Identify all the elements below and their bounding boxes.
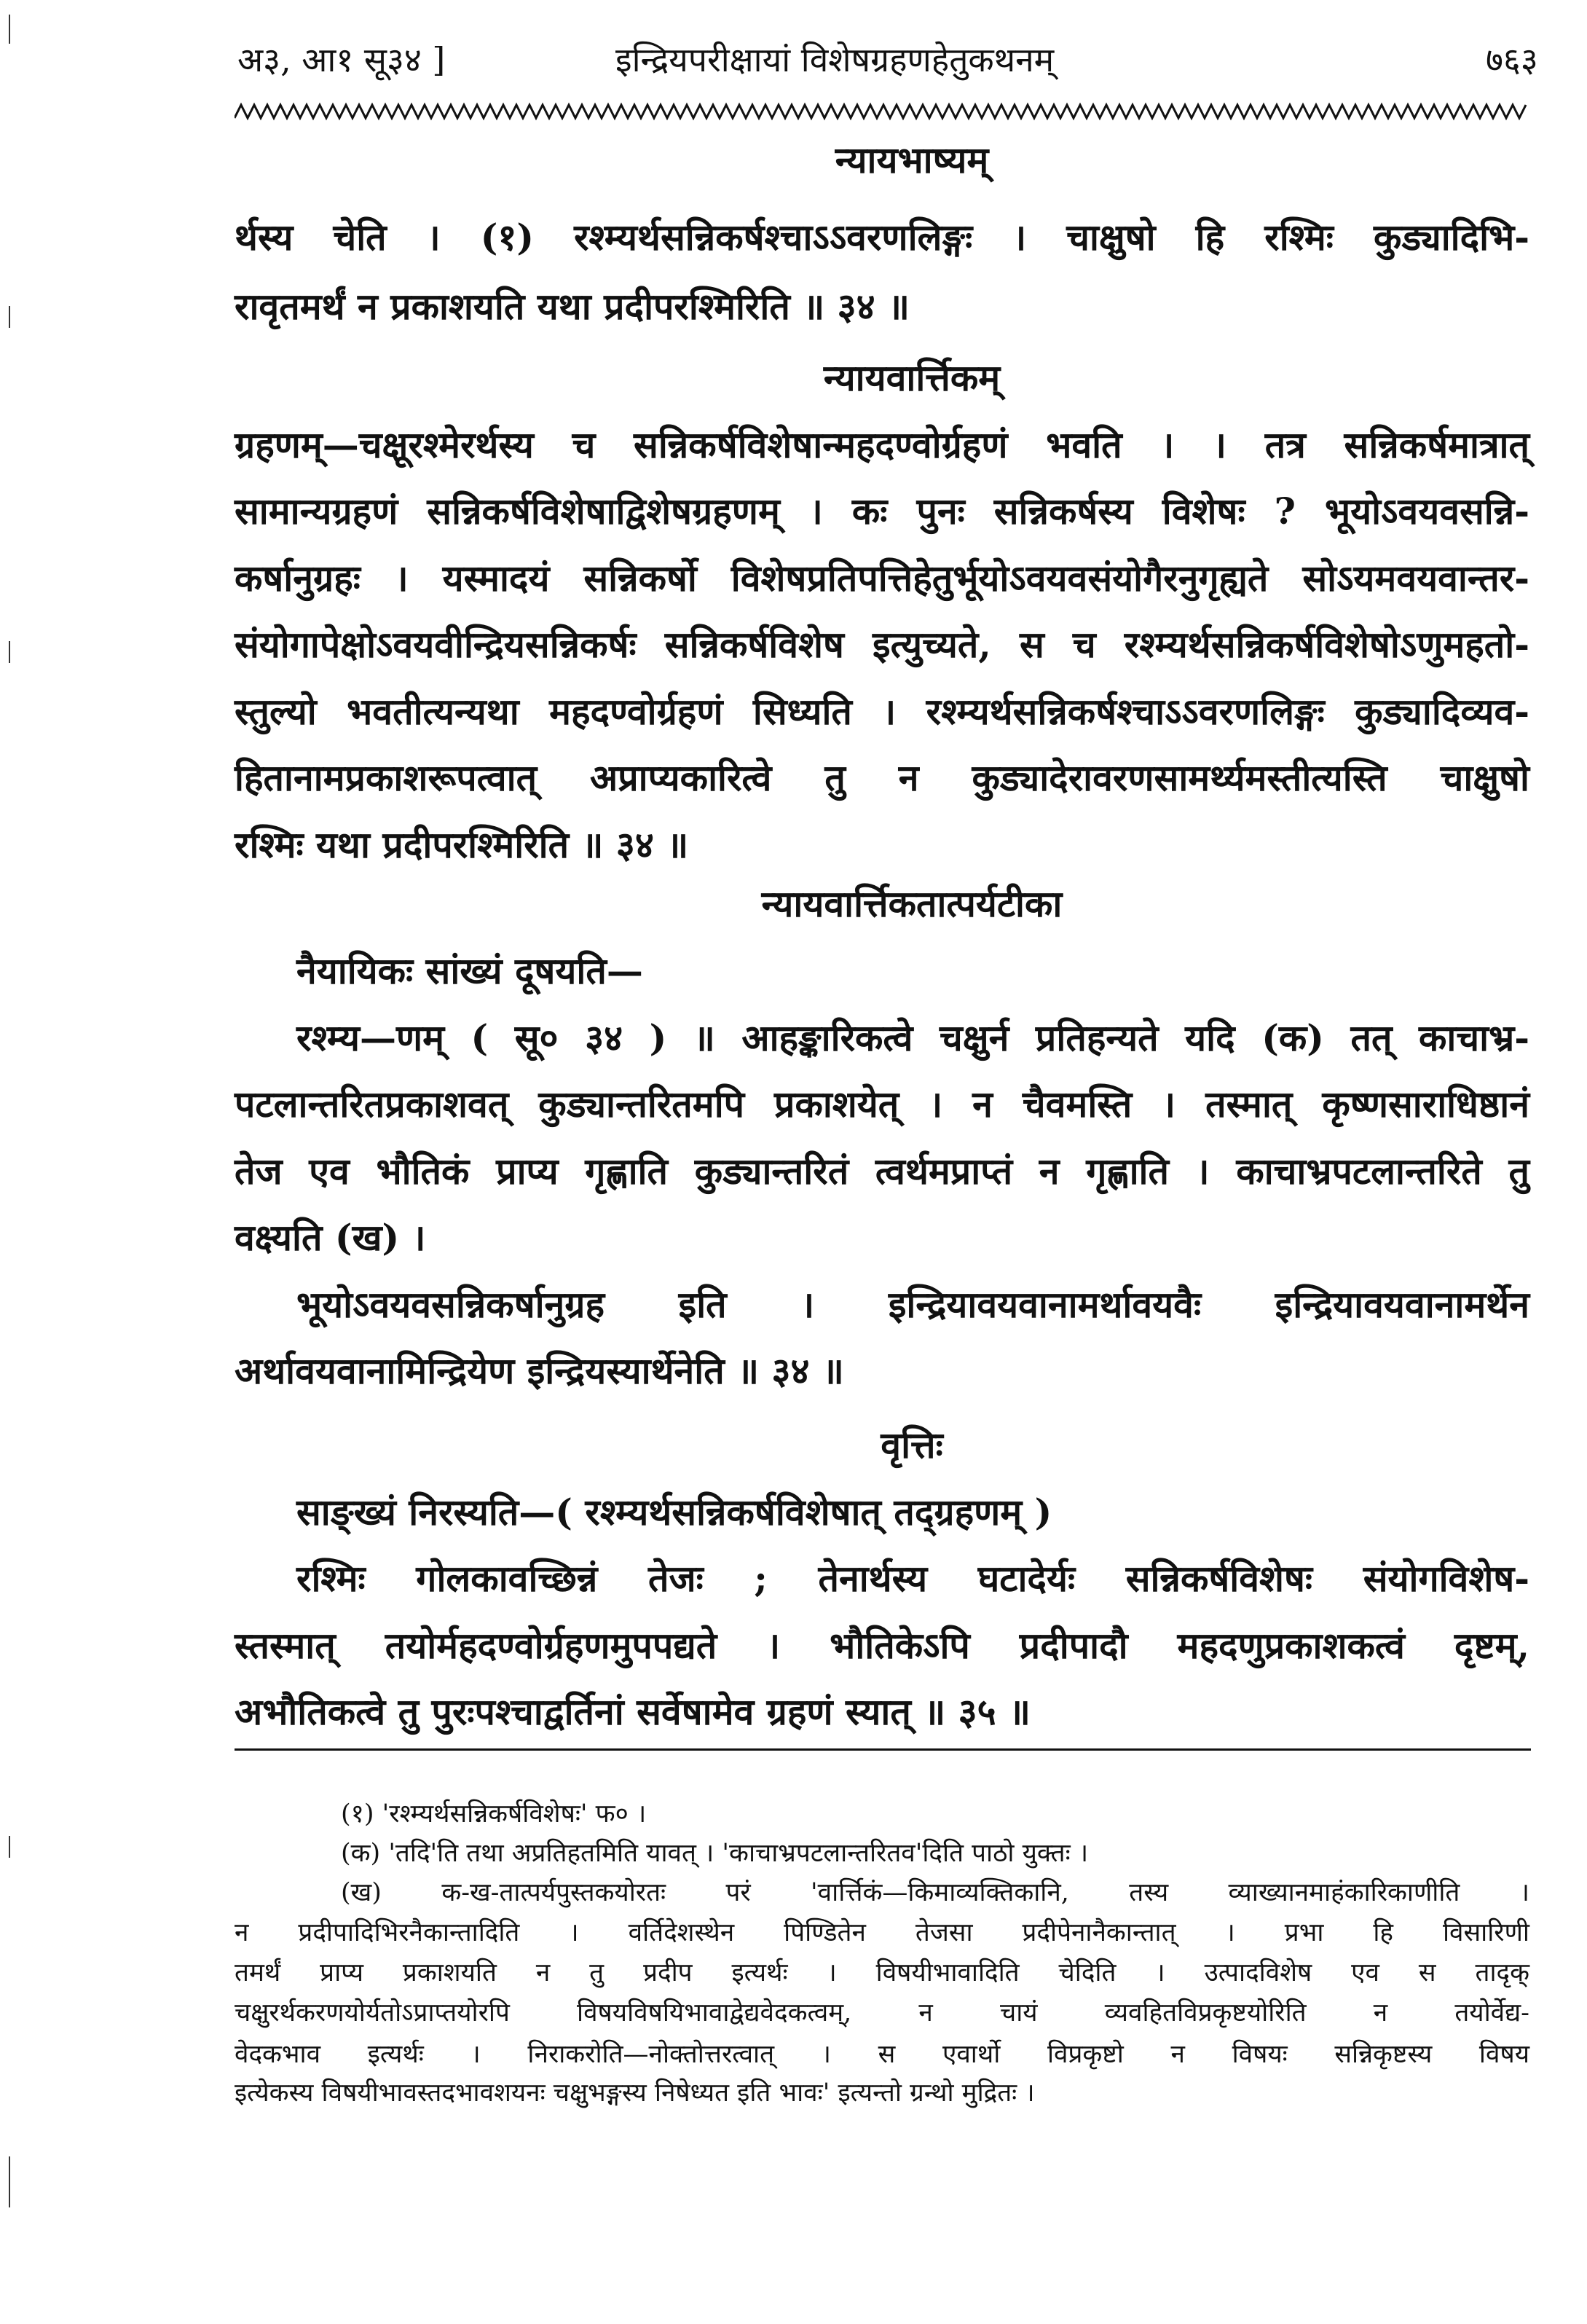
scan-artifact	[9, 15, 10, 44]
text-line: ग्रहणम्—चक्षूरश्मेरर्थस्य च सन्निकर्षविशेषान्महदण्वोर्ग्रहणं भवति । । तत्र सन्निकर्षमात्रात्	[235, 423, 1529, 466]
text-line: अर्थावयवानामिन्द्रियेण इन्द्रियस्यार्थेनेति ॥ ३४ ॥	[235, 1349, 844, 1392]
text-line: स्तुल्यो भवतीत्यन्यथा महदण्वोर्ग्रहणं सिध्यति । रश्म्यर्थसन्निकर्षश्चाऽऽवरणलिङ्गः कुड्यादिव्यव-	[235, 690, 1529, 733]
text-line: हितानामप्रकाशरूपत्वात् अप्राप्यकारित्वे तु न कुड्यादेरावरणसामर्थ्यमस्तीत्यस्ति चाक्षुषो	[235, 756, 1529, 799]
scan-artifact	[9, 2156, 10, 2207]
wavy-divider	[235, 102, 1531, 121]
section-heading: न्यायवार्त्तिकम्	[823, 356, 1001, 399]
footnote-rule	[235, 1748, 1531, 1751]
running-header-title: इन्द्रियपरीक्षायां विशेषग्रहणहेतुकथनम्	[615, 40, 1055, 79]
text-line: रश्मिः यथा प्रदीपरश्मिरिति ॥ ३४ ॥	[235, 823, 689, 866]
footnote-line: वेदकभाव इत्यर्थः । निराकरोति—नोक्तोत्तरत्वात् । स एवार्थो विप्रकृष्टो न विषयः सन्निकृष्टस्य विषय	[235, 2040, 1529, 2069]
text-line: भूयोऽवयवसन्निकर्षानुग्रह इति । इन्द्रियावयवानामर्थावयवैः इन्द्रियावयवानामर्थेन	[296, 1283, 1529, 1326]
text-line: सामान्यग्रहणं सन्निकर्षविशेषाद्विशेषग्रहणम् । कः पुनः सन्निकर्षस्य विशेषः ? भूयोऽवयवसन्नि-	[235, 490, 1529, 533]
footnote-line: चक्षुरर्थकरणयोर्यतोऽप्राप्तयोरपि विषयविषयिभावाद्वेद्यवेदकत्वम्, न चायं व्यवहितविप्रकृष्टयोरिति न तयोर्वेद्य-	[235, 1998, 1529, 2027]
footnote-line: (क) 'तदि'ति तथा अप्रतिहतमिति यावत् । 'काचाभ्रपटलान्तरितव'दिति पाठो युक्तः ।	[341, 1839, 1089, 1868]
scan-artifact	[9, 306, 10, 328]
text-line: पटलान्तरितप्रकाशवत् कुड्यान्तरितमपि प्रकाशयेत् । न चैवमस्ति । तस्मात् कृष्णसाराधिष्ठानं	[235, 1083, 1529, 1126]
footnote-line: तमर्थं प्राप्य प्रकाशयति न तु प्रदीप इत्यर्थः । विषयीभावादिति चेदिति । उत्पादविशेष एव स तादृक्	[235, 1958, 1529, 1987]
section-heading: न्यायभाष्यम्	[835, 138, 989, 181]
scan-artifact	[9, 641, 10, 663]
section-heading: न्यायवार्त्तिकतात्पर्यटीका	[761, 882, 1063, 925]
text-line: नैयायिकः सांख्यं दूषयति—	[296, 949, 643, 992]
footnote-line: (१) 'रश्म्यर्थसन्निकर्षविशेषः' फ० ।	[341, 1799, 647, 1829]
text-line: साङ्ख्यं निरस्यति—( रश्म्यर्थसन्निकर्षविशेषात् तद्ग्रहणम् )	[296, 1491, 1052, 1534]
text-line: वक्ष्यति (ख) ।	[235, 1216, 426, 1259]
text-line: संयोगापेक्षोऽवयवीन्द्रियसन्निकर्षः सन्निकर्षविशेष इत्युच्यते, स च रश्म्यर्थसन्निकर्षविशेषोऽणुमहतो-	[235, 623, 1529, 666]
scan-artifact	[9, 1836, 10, 1858]
text-line: स्तस्मात् तयोर्महदण्वोर्ग्रहणमुपपद्यते । भौतिकेऽपि प्रदीपादौ महदणुप्रकाशकत्वं दृष्टम्,	[235, 1624, 1529, 1667]
footnote-line: इत्येकस्य विषयीभावस्तदभावशयनः चक्षुभङ्गस्य निषेध्यत इति भावः' इत्यन्तो ग्रन्थो मुद्रितः ।	[235, 2078, 1035, 2108]
text-line: अभौतिकत्वे तु पुरःपश्चाद्वर्तिनां सर्वेषामेव ग्रहणं स्यात् ॥ ३५ ॥	[235, 1690, 1031, 1733]
text-line: रश्म्य—णम् ( सू० ३४ ) ॥ आहङ्कारिकत्वे चक्षुर्न प्रतिहन्यते यदि (क) तत् काचाभ्र-	[296, 1016, 1529, 1059]
footnote-line: न प्रदीपादिभिरनैकान्तादिति । वर्तिदेशस्थेन पिण्डितेन तेजसा प्रदीपेनानैकान्तात् । प्रभा हि विसारिणी	[235, 1918, 1529, 1947]
text-line: र्थस्य चेति । (१) रश्म्यर्थसन्निकर्षश्चाऽऽवरणलिङ्गः । चाक्षुषो हि रश्मिः कुड्यादिभि-	[235, 216, 1529, 259]
text-line: रश्मिः गोलकावच्छिन्नं तेजः ; तेनार्थस्य घटादेर्यः सन्निकर्षविशेषः संयोगविशेष-	[296, 1557, 1529, 1600]
text-line: रावृतमर्थं न प्रकाशयति यथा प्रदीपरश्मिरिति ॥ ३४ ॥	[235, 285, 910, 328]
text-line: कर्षानुग्रहः । यस्मादयं सन्निकर्षो विशेषप्रतिपत्तिहेतुर्भूयोऽवयवसंयोगैरनुगृह्यते सोऽयमवयवान्तर-	[235, 557, 1529, 600]
running-header-reference: अ३, आ१ सू३४ ]	[237, 40, 446, 79]
page-number: ७६३	[1486, 40, 1538, 79]
text-line: तेज एव भौतिकं प्राप्य गृह्णाति कुड्यान्तरितं त्वर्थमप्राप्तं न गृह्णाति । काचाभ्रपटलान्तरिते तु	[235, 1150, 1529, 1193]
footnote-line: (ख) क-ख-तात्पर्यपुस्तकयोरतः परं 'वार्त्तिकं—किमाव्यक्तिकानि, तस्य व्याख्यानमाहंकारिकाणीति ।	[341, 1878, 1529, 1907]
section-heading: वृत्तिः	[881, 1424, 943, 1467]
